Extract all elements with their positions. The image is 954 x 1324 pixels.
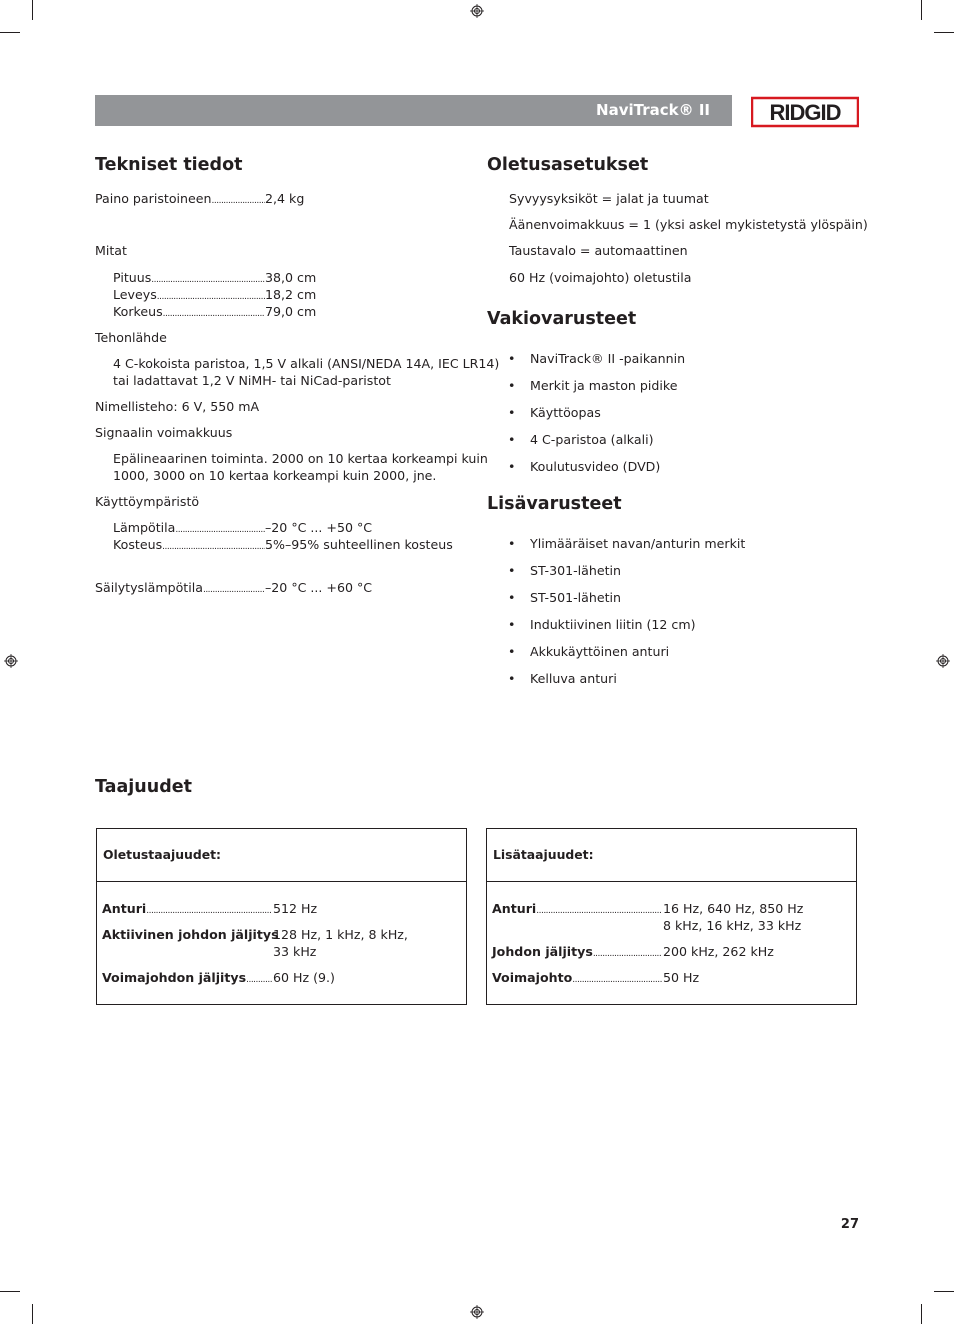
spec-group-label: Tehonlähde [95,330,167,345]
freq-row-value: 33 kHz [273,944,317,959]
table-header-label: Oletustaajuudet: [103,847,221,862]
freq-row-value: 60 Hz (9.) [273,970,335,985]
list-item: • Akkukäyttöinen anturi [508,644,670,659]
spec-label: Kosteus [113,537,163,552]
ridgid-logo [751,96,859,128]
spec-text: 4 C-kokoista paristoa, 1,5 V alkali (ANSI/NEDA 14A, IEC LR14) [113,356,500,371]
spec-text: Nimellisteho: 6 V, 550 mA [95,399,260,414]
spec-label: Pituus [113,270,152,285]
freq-row-label: Johdon jäljitys ..... [492,943,662,963]
spec-text: Epälineaarinen toiminta. 2000 on 10 kertaa korkeampi kuin [113,451,488,466]
freq-row-label: Aktiivinen johdon jäljitys [102,927,279,942]
freq-row-value: 128 Hz, 1 kHz, 8 kHz, [273,927,408,942]
table-header [97,829,466,882]
registration-mark-icon [936,654,950,668]
default-setting: Äänenvoimakkuus = 1 (yksi askel mykistetystä ylöspäin) [509,217,868,232]
svg-text:RIDGID: RIDGID [769,100,841,125]
section-title-taajuudet: Taajuudet [95,777,192,797]
freq-row-value: 50 Hz [663,970,700,985]
section-title-vakiovarusteet: Vakiovarusteet [487,309,637,329]
bullet-icon: • [508,644,516,659]
list-item: • 4 C-paristoa (alkali) [508,432,654,447]
crop-mark [934,1291,954,1292]
list-item: • Kelluva anturi [508,671,617,686]
bullet-icon: • [508,378,516,393]
crop-mark [0,32,20,33]
crop-mark [32,1304,33,1324]
default-setting: 60 Hz (voimajohto) oletustila [509,270,692,285]
product-title: NaviTrack® II [596,101,710,119]
spec-row-korkeus [113,303,265,323]
bullet-icon: • [508,671,516,686]
bullet-icon: • [508,351,516,366]
header-bar [95,95,732,126]
registration-mark-icon [470,4,484,18]
freq-row-label: Voimajohdon jäljitys ..... [102,969,272,989]
list-item: • Koulutusvideo (DVD) [508,459,661,474]
bullet-icon: • [508,563,516,578]
spec-value: 2,4 kg [265,191,305,206]
spec-row-paino [95,190,265,210]
spec-label: Korkeus [113,304,163,319]
spec-value: –20 °C ... +50 °C [265,520,373,535]
bullet-icon: • [508,432,516,447]
bullet-icon: • [508,405,516,420]
crop-mark [32,0,33,20]
bullet-icon: • [508,590,516,605]
crop-mark [921,1304,922,1324]
table-header [487,829,856,882]
page-number: 27 [840,1217,859,1232]
spec-text: tai ladattavat 1,2 V NiMH- tai NiCad-paristot [113,373,391,388]
section-title-tekniset: Tekniset tiedot [95,155,243,175]
spec-text: 1000, 3000 on 10 kertaa korkeampi kuin 2000, jne. [113,468,437,483]
spec-group-label: Mitat [95,243,127,258]
spec-label: Lämpötila [113,520,176,535]
bullet-icon: • [508,617,516,632]
freq-row-value: 200 kHz, 262 kHz [663,944,774,959]
freq-row-value: 512 Hz [273,901,318,916]
freq-row-value: 8 kHz, 16 kHz, 33 kHz [663,918,802,933]
spec-value: 79,0 cm [265,304,317,319]
spec-group-label: Käyttöympäristö [95,494,200,509]
table-header-label: Lisätaajuudet: [493,847,594,862]
crop-mark [934,32,954,33]
crop-mark [0,1291,20,1292]
list-item: • Merkit ja maston pidike [508,378,678,393]
spec-value: 5%–95% suhteellinen kosteus [265,537,453,552]
spec-row-kosteus [113,536,265,556]
spec-label: Leveys [113,287,157,302]
spec-value: 38,0 cm [265,270,317,285]
registration-mark-icon [470,1305,484,1319]
spec-label: Säilytyslämpötila [95,580,203,595]
spec-label: Paino paristoineen [95,191,212,206]
freq-row-value: 16 Hz, 640 Hz, 850 Hz [663,901,804,916]
list-item: • Ylimääräiset navan/anturin merkit [508,536,746,551]
section-title-lisavarusteet: Lisävarusteet [487,494,622,514]
list-item: • ST-501-lähetin [508,590,622,605]
registration-mark-icon [4,654,18,668]
list-item: • Käyttöopas [508,405,601,420]
default-setting: Taustavalo = automaattinen [509,243,688,258]
default-setting: Syvyysyksiköt = jalat ja tuumat [509,191,709,206]
freq-row-label: Voimajohto ..... [492,969,662,989]
freq-row-label: Anturi ..... [492,900,662,920]
list-item: • Induktiivinen liitin (12 cm) [508,617,696,632]
bullet-icon: • [508,536,516,551]
spec-value: 18,2 cm [265,287,317,302]
spec-row-sailytys [95,579,265,599]
freq-row-label: Anturi ..... [102,900,272,920]
list-item: • NaviTrack® II -paikannin [508,351,686,366]
bullet-icon: • [508,459,516,474]
spec-group-label: Signaalin voimakkuus [95,425,233,440]
section-title-oletusasetukset: Oletusasetukset [487,155,649,175]
crop-mark [921,0,922,20]
list-item: • ST-301-lähetin [508,563,622,578]
spec-value: –20 °C ... +60 °C [265,580,373,595]
